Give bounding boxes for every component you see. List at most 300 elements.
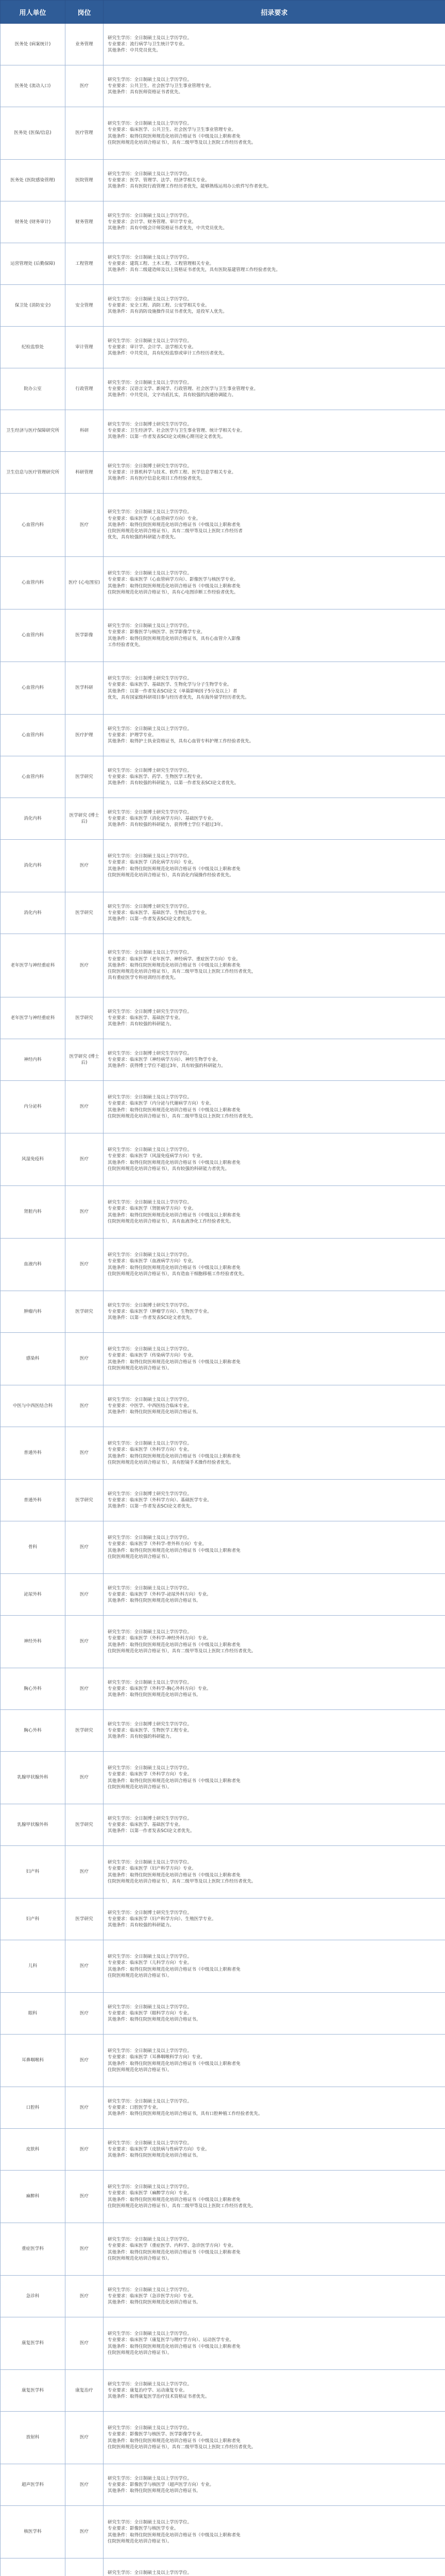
cell-department: 中医与中西医结合科: [1, 1385, 65, 1427]
table-row: [1, 1616, 445, 1668]
table-row: [1, 1385, 445, 1427]
requirement-line: 研究生学历：全日制硕士及以上学历学位。: [108, 1630, 192, 1635]
requirement-line: 其他条件：中共党员，文字功底扎实，具有较强的沟通协调能力。: [108, 393, 236, 398]
cell-requirements: [104, 2412, 445, 2464]
table-row: [1, 997, 445, 1039]
requirement-line: 研究生学历：全日制硕士及以上学历学位。: [108, 1585, 192, 1591]
requirement-line: 其他条件：取得住院医师规范化培训合格证书（中级及以上职称者免: [108, 1160, 241, 1165]
requirement-line: 住院医师规范化培训合格证书）。: [108, 2256, 172, 2261]
requirement-line: 其他条件：具有医院行政管理工作经历者优先，能够熟练运用办公软件写作者优先。: [108, 184, 271, 190]
requirement-line: 其他条件：获得博士学位不超过3年，具有较强的科研能力。: [108, 1063, 226, 1069]
requirement-line: 专业要求：临床医学（外科学方向）、基础医学专业。: [108, 1497, 212, 1503]
table-row: [1, 2035, 445, 2087]
requirement-line: 专业要求：口腔医学专业。: [108, 2105, 161, 2110]
cell-position: 医学研究 (博士后): [65, 1039, 104, 1081]
cell-department: 乳腺甲状腺外科: [1, 1752, 65, 1804]
table-row: [1, 24, 445, 65]
requirement-line: 研究生学历：全日制硕士及以上学历学位。: [108, 2287, 192, 2293]
cell-requirements: [104, 1039, 445, 1081]
requirement-line: 其他条件：取得住院医师规范化培训合格证书（中级及以上职称者免: [108, 1778, 241, 1784]
requirement-line: 研究生学历：全日制硕士及以上学历学位。: [108, 1200, 192, 1206]
requirement-line: 其他条件：取得住院医师规范化培训合格证书。: [108, 1692, 201, 1698]
requirement-line: 专业要求：临床医学（血液病学方向）专业。: [108, 1259, 196, 1264]
requirement-line: 专业要求：医学、管理学、法学、经济学相关专业。: [108, 177, 210, 183]
cell-position: 医疗: [65, 2506, 104, 2558]
requirement-line: 研究生学历：全日制硕士及以上学历学位。: [108, 1860, 192, 1866]
requirement-line: 其他条件：以第一作者发表SCI论文者优先。: [108, 917, 195, 922]
table-row: [1, 892, 445, 934]
requirement-line: 专业要求：临床医学（肿瘤学方向）、生物医学专业。: [108, 1309, 212, 1314]
cell-position: 医疗护理: [65, 715, 104, 756]
requirement-line: 专业要求：影像医学与核医学、医学影像学专业。: [108, 630, 206, 635]
requirement-line: 研究生学历：全日制硕士及以上学历学位。: [108, 2426, 192, 2431]
table-row: [1, 1899, 445, 1940]
requirement-line: 专业要求：临床医学（外科学方向）专业。: [108, 1772, 192, 1777]
cell-position: 医学研究 (博士后): [65, 798, 104, 840]
table-row: [1, 609, 445, 662]
cell-position: [65, 2558, 104, 2576]
requirement-line: 研究生学历：全日制博士研究生学历学位。: [108, 1050, 192, 1056]
cell-department: 胸心外科: [1, 1668, 65, 1710]
cell-requirements: [104, 2317, 445, 2370]
requirement-line: 具有重症医学专科培训经历者优先。: [108, 975, 179, 981]
cell-department: 消化内科: [1, 840, 65, 892]
cell-position: 医学研究: [65, 892, 104, 934]
cell-requirements: [104, 494, 445, 557]
table-row: [1, 1846, 445, 1899]
table-row: [1, 1521, 445, 1574]
requirement-line: 研究生学历：全日制博士研究生学历学位。: [108, 463, 192, 469]
requirement-line: 专业要求：临床医学（外科学-骨外科方向）专业。: [108, 1541, 207, 1547]
cell-department: 普通外科: [1, 1427, 65, 1480]
table-row: [1, 1333, 445, 1385]
table-row: [1, 285, 445, 327]
cell-position: 医疗: [65, 1385, 104, 1427]
cell-requirements: [104, 1427, 445, 1480]
requirement-line: 其他条件：取得住院医师规范化培训合格证书（中级及以上职称者免: [108, 1212, 241, 1218]
requirement-line: 研究生学历：全日制硕士及以上学历学位。: [108, 380, 192, 385]
header-department: 用人单位: [1, 1, 65, 24]
cell-position: 财务管理: [65, 201, 104, 243]
cell-requirements: [104, 756, 445, 798]
cell-position: 医疗: [65, 1133, 104, 1186]
requirement-line: 住院医师规范化培训合格证书），具有二级甲等及以上医院工作经历者优先，: [108, 969, 256, 975]
requirement-line: 其他条件：取得住院医师规范化培训合格证书（中级及以上职称者免: [108, 522, 241, 528]
requirement-line: 专业要求：临床医学（消化病学方向）、基础医学专业。: [108, 816, 216, 821]
requirement-line: 其他条件：取得住院医师规范化培训合格证书（中级及以上职称者免: [108, 2197, 241, 2202]
requirement-line: 专业要求：中医学、中西医结合临床专业。: [108, 1403, 192, 1409]
requirement-line: 住院医师规范化培训合格证书），具有二级甲等及以上医院工作经历者优先。: [108, 140, 256, 145]
requirement-line: 其他条件：取得住院医师规范化培训合格证书（中级及以上职称者免: [108, 2344, 241, 2349]
requirement-line: 住院医师规范化培训合格证书），具有较强的科研能力者优先。: [108, 1166, 230, 1172]
table-row: [1, 494, 445, 557]
cell-position: 医疗: [65, 1993, 104, 2035]
cell-position: 医学研究: [65, 1710, 104, 1752]
requirement-line: 研究生学历：全日制硕士及以上学历学位。: [108, 2184, 192, 2190]
requirement-line: 其他条件：取得住院医师规范化培训合格证书。: [108, 2017, 201, 2023]
cell-department: 卫生信息与医疗管理研究所: [1, 452, 65, 494]
requirement-line: 其他条件：取得住院医师规范化培训合格证书，具有心血管介入影像: [108, 636, 241, 641]
requirement-line: 其他条件：取得住院医师规范化培训合格证书，具有口腔种植工作经验者优先。: [108, 2111, 263, 2117]
requirement-line: 专业要求：临床医学（外科学-胸心外科方向）专业。: [108, 1686, 211, 1691]
cell-department: 心血管内科: [1, 756, 65, 798]
cell-department: 医务处 (医院感染管理): [1, 160, 65, 201]
cell-position: 医学研究: [65, 1899, 104, 1940]
requirement-line: 专业要求：临床医学（耳鼻咽喉科学方向）专业。: [108, 2055, 206, 2060]
requirement-line: 专业要求：公共卫生、社会医学与卫生事业管理专业。: [108, 83, 214, 89]
requirement-line: 专业要求：临床医学（眼科学方向）专业。: [108, 2010, 192, 2016]
cell-requirements: [104, 2223, 445, 2276]
requirement-line: 其他条件：取得住院医师规范化培训合格证书。: [108, 2300, 201, 2306]
cell-requirements: [104, 2035, 445, 2087]
cell-position: 安全管理: [65, 285, 104, 327]
requirement-line: 研究生学历：全日制博士研究生学历学位。: [108, 1816, 192, 1821]
table-row: [1, 1993, 445, 2035]
requirement-line: 专业要求：护理学专业。: [108, 732, 157, 738]
requirement-line: 其他条件：取得住院医师规范化培训合格证书（中级及以上职称者免: [108, 1967, 241, 1972]
requirement-line: 住院医师规范化培训合格证书）。: [108, 2350, 172, 2355]
requirement-line: 其他条件：取得住院医师规范化培训合格证书（中级及以上职称者免: [108, 962, 241, 968]
cell-requirements: [104, 1239, 445, 1291]
requirement-line: 其他条件：具有二级建造师及以上资格证书者优先，具有医院基建管理工作经验者优先。: [108, 267, 281, 273]
requirement-line: 研究生学历：全日制硕士及以上学历学位。: [108, 121, 192, 127]
requirement-line: 研究生学历：全日制硕士及以上学历学位。: [108, 2048, 192, 2054]
requirement-line: 研究生学历：全日制硕士及以上学历学位。: [108, 510, 192, 515]
cell-department: 纪检监察处: [1, 327, 65, 368]
cell-requirements: [104, 2370, 445, 2412]
requirement-line: 研究生学历：全日制硕士及以上学历学位。: [108, 726, 192, 732]
cell-position: 医疗: [65, 1846, 104, 1899]
cell-position: 医疗: [65, 1333, 104, 1385]
cell-requirements: [104, 1081, 445, 1133]
requirement-line: 研究生学历：全日制硕士及以上学历学位。: [108, 571, 192, 577]
cell-requirements: [104, 715, 445, 756]
requirement-line: 专业要求：临床医学、药学、生物医学工程专业。: [108, 774, 206, 779]
requirement-line: 住院医师规范化培训合格证书）。: [108, 2538, 172, 2544]
cell-department: 肿瘤内科: [1, 1291, 65, 1333]
cell-requirements: [104, 410, 445, 452]
cell-requirements: [104, 243, 445, 285]
cell-position: 医疗: [65, 2035, 104, 2087]
requirement-line: 研究生学历：全日制博士研究生学历学位。: [108, 768, 192, 773]
requirement-line: 住院医师规范化培训合格证书），具有二级甲等及以上医院工作经历者优先。: [108, 1648, 256, 1654]
cell-requirements: [104, 1993, 445, 2035]
requirement-line: 专业要求：会计学、财务管理、审计学专业。: [108, 219, 196, 225]
cell-position: 医疗管理: [65, 107, 104, 160]
cell-department: 消化内科: [1, 892, 65, 934]
cell-position: 工程管理: [65, 243, 104, 285]
requirement-line: 专业要求：临床医学（皮肤病与性病学方向）专业。: [108, 2146, 210, 2152]
cell-position: 医疗: [65, 2223, 104, 2276]
cell-position: 医疗: [65, 2129, 104, 2171]
requirement-line: 其他条件：以第一作者发表SCI论文（单篇影响因子5分及以上）者: [108, 688, 237, 694]
cell-department: 康复医学科: [1, 2317, 65, 2370]
requirement-line: 其他条件：具有较强的科研能力。: [108, 1734, 174, 1740]
table-row: [1, 1804, 445, 1846]
table-row: [1, 2558, 445, 2576]
requirement-line: 其他条件：取得住院医师规范化培训合格证书。: [108, 1410, 201, 1415]
requirement-line: 研究生学历：全日制硕士及以上学历学位。: [108, 2570, 192, 2575]
requirement-line: 其他条件：中共党员优先。: [108, 48, 161, 54]
cell-requirements: [104, 1710, 445, 1752]
requirement-line: 优先，具有国家级科研项目参与经历者优先，具有海外留学经历者优先。: [108, 694, 250, 700]
cell-requirements: [104, 1940, 445, 1993]
cell-position: 医疗: [65, 2171, 104, 2223]
cell-department: 康复医学科: [1, 2370, 65, 2412]
cell-department: 神经内科: [1, 1039, 65, 1081]
table-row: [1, 1133, 445, 1186]
table-row: [1, 2223, 445, 2276]
table-header-row: [1, 1, 445, 24]
requirement-line: 其他条件：具有较强的科研能力，以第一作者发表SCI论文者优先。: [108, 781, 239, 786]
requirement-line: 研究生学历：全日制硕士及以上学历学位。: [108, 171, 192, 177]
requirement-line: 专业要求：临床医学（老年医学、神经病学、重症医学方向）专业。: [108, 956, 241, 962]
table-row: [1, 798, 445, 840]
requirement-line: 住院医师规范化培训合格证书），具有消化内镜操作经验者优先。: [108, 872, 234, 878]
cell-department: 老年医学与神经重症科: [1, 997, 65, 1039]
requirement-line: 其他条件：取得住院医师规范化培训合格证书（中级及以上职称者免: [108, 866, 241, 872]
requirement-line: 研究生学历：全日制硕士及以上学历学位。: [108, 2140, 192, 2146]
requirement-line: 专业要求：影像医学与核医学、医学影像学专业。: [108, 2432, 206, 2437]
table-row: [1, 1574, 445, 1616]
requirement-line: 专业要求：临床医学（传染病学方向）专业。: [108, 1353, 196, 1359]
requirement-line: 其他条件：具有医师资格证书者优先。: [108, 90, 183, 95]
cell-department: 院办公室: [1, 368, 65, 410]
requirement-line: 专业要求：临床医学（外科学-泌尿外科方向）专业。: [108, 1591, 211, 1597]
cell-department: 核医学科: [1, 2506, 65, 2558]
requirement-line: 其他条件：取得住院医师规范化培训合格证书（中级及以上职称者免: [108, 2061, 241, 2066]
requirement-line: 优先，具有较强的科研能力者优先。: [108, 535, 179, 540]
cell-department: 血液内科: [1, 1239, 65, 1291]
requirement-line: 住院医师规范化培训合格证书），具有心电图诊断工作经验者优先。: [108, 589, 238, 595]
cell-department: 乳腺甲状腺外科: [1, 1804, 65, 1846]
cell-position: 医疗: [65, 1521, 104, 1574]
cell-requirements: [104, 934, 445, 997]
cell-position: 医学研究: [65, 1291, 104, 1333]
cell-department: 重症医学科: [1, 2223, 65, 2276]
requirement-line: 其他条件：具有中级会计师资格证书者优先，中共党员优先。: [108, 226, 228, 231]
requirement-line: 专业要求：临床医学（消化病学方向）专业。: [108, 860, 196, 866]
cell-department: 医务处 (病案统计): [1, 24, 65, 65]
cell-department: 老年医学与神经重症科: [1, 934, 65, 997]
cell-requirements: [104, 1521, 445, 1574]
cell-position: 医疗: [65, 1668, 104, 1710]
cell-position: 医疗: [65, 1574, 104, 1616]
requirement-line: 研究生学历：全日制硕士及以上学历学位。: [108, 296, 192, 302]
requirement-line: 住院医师规范化培训合格证书）。: [108, 2067, 172, 2073]
cell-position: 医疗: [65, 2412, 104, 2464]
cell-requirements: [104, 1804, 445, 1846]
cell-department: 普通外科: [1, 1480, 65, 1521]
table-row: [1, 2317, 445, 2370]
cell-department: 风湿免疫科: [1, 1133, 65, 1186]
cell-department: 麻醉科: [1, 2171, 65, 2223]
requirement-line: 住院医师规范化培训合格证书），具有二级甲等及以上医院工作经历者: [108, 529, 243, 534]
cell-position: 医院管理: [65, 160, 104, 201]
cell-position: 医疗: [65, 2087, 104, 2129]
requirement-line: 其他条件：取得住院医师规范化培训合格证书。: [108, 2153, 201, 2159]
cell-requirements: [104, 368, 445, 410]
requirement-line: 专业要求：影像医学与核医学专业。: [108, 2526, 179, 2532]
table-row: [1, 2087, 445, 2129]
cell-requirements: [104, 2276, 445, 2317]
table-row: [1, 452, 445, 494]
cell-requirements: [104, 2171, 445, 2223]
table-row: [1, 662, 445, 715]
table-row: [1, 2412, 445, 2464]
cell-department: 心血管内科: [1, 494, 65, 557]
cell-position: 医疗: [65, 934, 104, 997]
requirement-line: 研究生学历：全日制硕士及以上学历学位。: [108, 623, 192, 629]
requirement-line: 其他条件：以第一作者发表SCI论文者优先。: [108, 1828, 195, 1834]
requirement-line: 其他条件：取得康复医学治疗技术资格证书者优先。: [108, 2394, 210, 2400]
cell-position: 医疗: [65, 65, 104, 107]
table-row: [1, 107, 445, 160]
requirement-line: 专业要求：临床医学（康复医学与理疗学方向）、运动医学专业。: [108, 2337, 234, 2343]
requirement-line: 专业要求：临床医学、基础医学专业。: [108, 1822, 183, 1827]
cell-position: 行政管理: [65, 368, 104, 410]
cell-requirements: [104, 1752, 445, 1804]
cell-requirements: [104, 2129, 445, 2171]
cell-department: 医务处 (医保/信息): [1, 107, 65, 160]
requirement-line: 其他条件：以第一作者发表SCI论文者优先。: [108, 1315, 195, 1321]
requirement-line: 专业要求：临床医学（外科学方向）专业。: [108, 1447, 192, 1453]
requirement-line: 其他条件：取得护士执业资格证书，具有心血管专科护理工作经验者优先。: [108, 739, 254, 744]
cell-requirements: [104, 1668, 445, 1710]
requirement-line: 专业要求：卫生经济学、社会医学与卫生事业管理、统计学相关专业。: [108, 428, 245, 433]
cell-department: 医务处 (流动人口): [1, 65, 65, 107]
requirement-line: 专业要求：临床医学（神经病学方向）、神经生物学专业。: [108, 1057, 221, 1062]
requirement-line: 研究生学历：全日制博士研究生学历学位。: [108, 1910, 192, 1916]
requirement-line: 专业要求：建筑工程、土木工程、工程管理相关专业。: [108, 261, 214, 266]
cell-requirements: [104, 2464, 445, 2506]
cell-department: 感染科: [1, 1333, 65, 1385]
requirement-line: 住院医师规范化培训合格证书），具有造血干细胞移植工作经验者优先。: [108, 1271, 247, 1277]
table-row: [1, 65, 445, 107]
cell-requirements: [104, 557, 445, 609]
table-row: [1, 1291, 445, 1333]
requirement-line: 专业要求：临床医学、基础医学、生物信息学专业。: [108, 910, 210, 916]
cell-position: 医学研究: [65, 997, 104, 1039]
cell-department: 放射科: [1, 2412, 65, 2464]
requirement-line: 其他条件：取得住院医师规范化培训合格证书（中级及以上职称者免: [108, 1359, 241, 1365]
requirement-line: 研究生学历：全日制硕士及以上学历学位。: [108, 1535, 192, 1541]
cell-requirements: [104, 609, 445, 662]
cell-requirements: [104, 1574, 445, 1616]
table-row: [1, 756, 445, 798]
requirement-line: 专业要求：临床医学（风湿免疫病学方向）专业。: [108, 1154, 206, 1159]
cell-requirements: [104, 662, 445, 715]
requirement-line: 研究生学历：全日制博士研究生学历学位。: [108, 904, 192, 909]
cell-department: 心血管内科: [1, 609, 65, 662]
requirement-line: 工作经验者优先。: [108, 642, 143, 648]
requirement-line: 住院医师规范化培训合格证书）。: [108, 1365, 172, 1371]
requirement-line: 专业要求：流行病学与卫生统计学专业。: [108, 41, 187, 47]
table-row: [1, 410, 445, 452]
requirement-line: 其他条件：取得住院医师规范化培训合格证书（中级及以上职称者免: [108, 1265, 241, 1270]
requirement-line: 研究生学历：全日制硕士及以上学历学位。: [108, 854, 192, 859]
requirement-line: 研究生学历：全日制硕士及以上学历学位。: [108, 2520, 192, 2526]
cell-requirements: [104, 24, 445, 65]
cell-requirements: [104, 285, 445, 327]
requirement-line: 研究生学历：全日制博士研究生学历学位。: [108, 809, 192, 815]
requirement-line: 研究生学历：全日制博士研究生学历学位。: [108, 1302, 192, 1308]
cell-requirements: [104, 997, 445, 1039]
requirement-line: 研究生学历：全日制硕士及以上学历学位。: [108, 213, 192, 218]
cell-requirements: [104, 65, 445, 107]
cell-department: 消化内科: [1, 798, 65, 840]
cell-requirements: [104, 1133, 445, 1186]
table-row: [1, 1039, 445, 1081]
requirement-line: 住院医师规范化培训合格证书），具有血液净化工作经验者优先。: [108, 1218, 234, 1224]
requirement-line: 住院医师规范化培训合格证书）。: [108, 1973, 172, 1978]
requirement-line: 其他条件：具有消防设施操作员证书者优先，退役军人优先。: [108, 309, 228, 315]
cell-requirements: [104, 1846, 445, 1899]
cell-requirements: [104, 452, 445, 494]
requirement-line: 其他条件：取得住院医师规范化培训合格证书（中级及以上职称者免: [108, 2438, 241, 2444]
requirement-line: 其他条件：取得住院医师规范化培训合格证书。: [108, 1598, 201, 1604]
cell-department: 妇产科: [1, 1846, 65, 1899]
requirement-line: 其他条件：取得住院医师规范化培训合格证书（中级及以上职称者免: [108, 2532, 241, 2538]
cell-requirements: [104, 1291, 445, 1333]
cell-department: 心血管内科: [1, 557, 65, 609]
cell-requirements: [104, 1616, 445, 1668]
requirement-line: 专业要求：临床医学（妇产科学方向）、生殖医学专业。: [108, 1916, 216, 1922]
requirement-line: 研究生学历：全日制硕士及以上学历学位。: [108, 950, 192, 956]
requirement-line: 住院医师规范化培训合格证书），具有二级甲等及以上医院工作经历者优先。: [108, 2444, 256, 2450]
requirement-line: 住院医师规范化培训合格证书）。: [108, 1784, 172, 1790]
cell-requirements: [104, 1333, 445, 1385]
cell-department: 心血管内科: [1, 662, 65, 715]
cell-position: 科研管理: [65, 452, 104, 494]
cell-requirements: [104, 1186, 445, 1239]
table-row: [1, 2276, 445, 2317]
requirement-line: 其他条件：取得住院医师规范化培训合格证书（中级及以上职称者免: [108, 133, 241, 139]
cell-position: 医学影像: [65, 609, 104, 662]
requirement-line: 专业要求：安全工程、消防工程、公安学相关专业。: [108, 302, 210, 308]
requirement-line: 其他条件：取得住院医师规范化培训合格证书（中级及以上职称者免: [108, 2249, 241, 2255]
requirement-line: 专业要求：临床医学、公共卫生、社会医学与卫生事业管理专业。: [108, 127, 236, 133]
cell-position: 医疗: [65, 1081, 104, 1133]
requirement-line: 专业要求：临床医学、基础医学、生物化学与分子生物学专业。: [108, 682, 232, 688]
cell-department: 耳鼻咽喉科: [1, 2035, 65, 2087]
table-row: [1, 2171, 445, 2223]
cell-requirements: [104, 798, 445, 840]
cell-department: 泌尿外科: [1, 1574, 65, 1616]
requirement-line: 其他条件：以第一作者发表SCI论文或核心期刊论文者优先。: [108, 434, 226, 440]
requirement-line: 研究生学历：全日制硕士及以上学历学位。: [108, 2004, 192, 2010]
cell-requirements: [104, 327, 445, 368]
cell-department: 急诊科: [1, 2276, 65, 2317]
requirement-line: 专业要求：临床医学（急诊医学方向）专业。: [108, 2293, 196, 2299]
cell-department: 财务处 (财务审计): [1, 201, 65, 243]
table-row: [1, 1186, 445, 1239]
requirement-line: 其他条件：取得住院医师规范化培训合格证书（中级及以上职称者免: [108, 1107, 241, 1113]
cell-requirements: [104, 107, 445, 160]
cell-requirements: [104, 2558, 445, 2576]
cell-requirements: [104, 840, 445, 892]
requirement-line: 专业要求：临床医学（心血管病学方向）专业。: [108, 516, 201, 521]
table-row: [1, 1940, 445, 1993]
requirement-line: 住院医师规范化培训合格证书），具有二级甲等及以上医院工作经历者优先。: [108, 2203, 256, 2209]
requirement-line: 研究生学历：全日制硕士及以上学历学位。: [108, 2381, 192, 2387]
requirement-line: 住院医师规范化培训合格证书），具有二级甲等及以上医院工作经历者优先。: [108, 1113, 256, 1119]
table-row: [1, 160, 445, 201]
table-row: [1, 243, 445, 285]
cell-position: 医学研究: [65, 1480, 104, 1521]
cell-department: 眼科: [1, 1993, 65, 2035]
cell-position: 医学研究: [65, 756, 104, 798]
